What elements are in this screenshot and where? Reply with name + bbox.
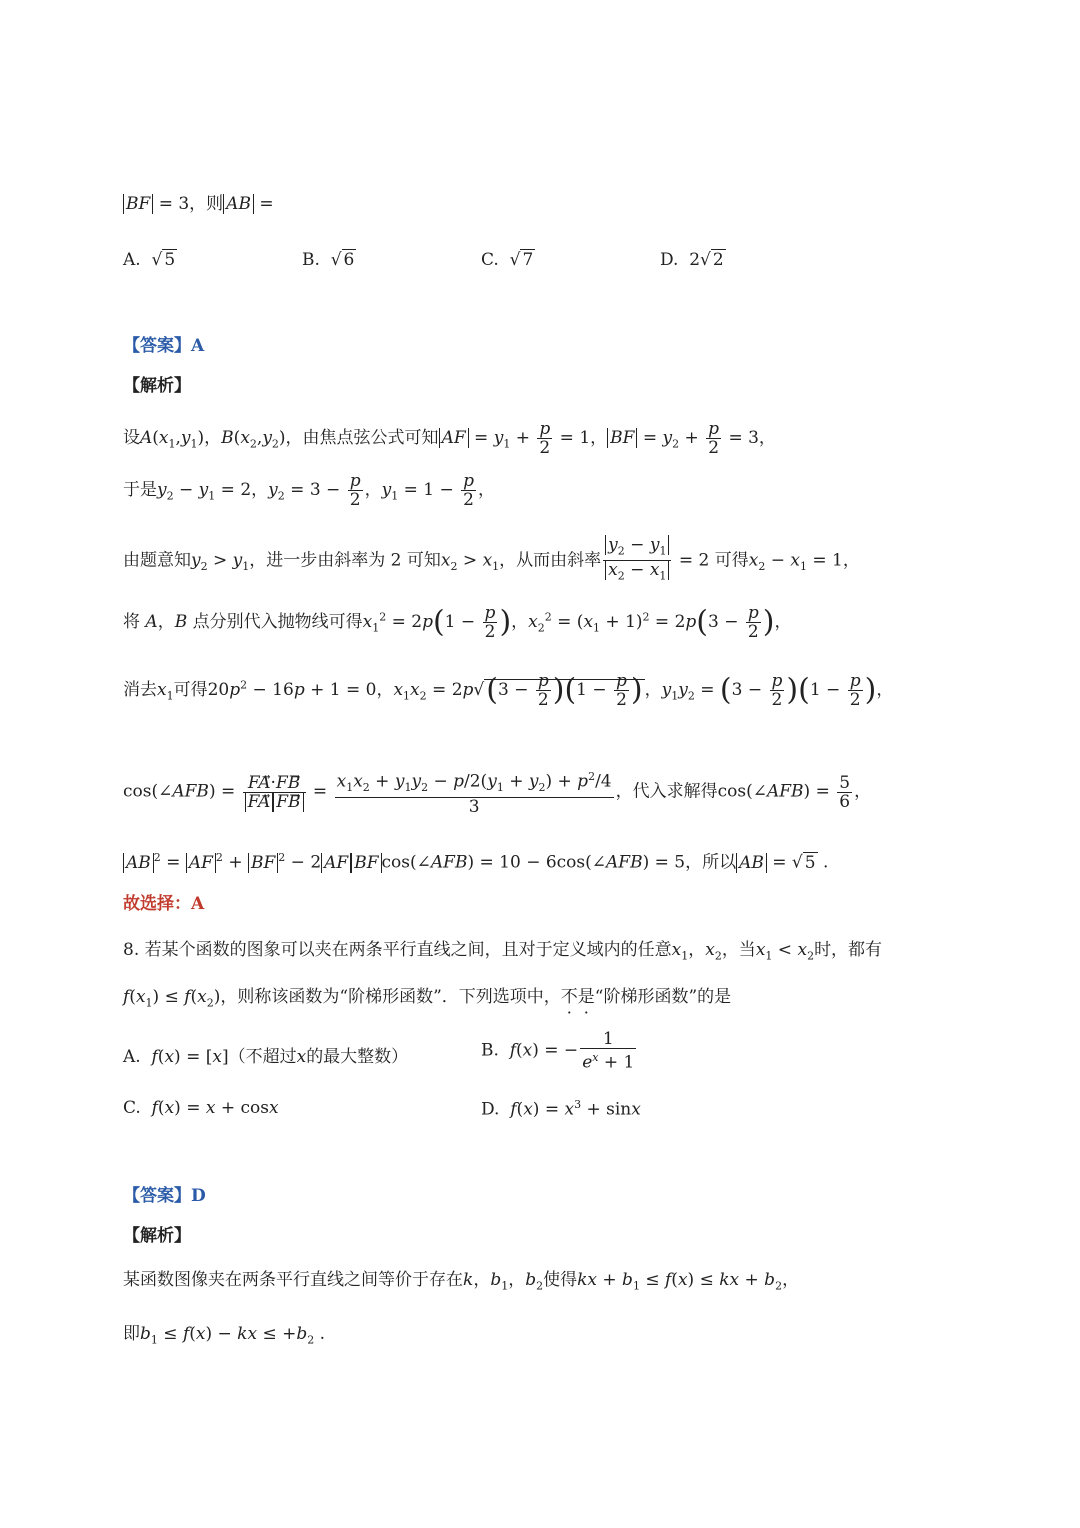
- problem8-option-a: A. f(x) = [x]（不超过x的最大整数）: [123, 1047, 409, 1067]
- problem7-step-6: cos(∠AFB) = $\frac{FA⃗\cdot FB}{\text{FA FB}}$ = $\frac{x_1x_2 + y_1y_2 - p/2(y_1 + y_2) + p^2/4}{3}$ ，代入求解得cos(∠AFB) = $\frac{5}{6}$ ，: [123, 770, 872, 818]
- problem7-option-a: A. √ 5: [123, 250, 176, 270]
- problem8-option-c: C. f(x) = x + cosx: [123, 1098, 279, 1118]
- problem8-option-d: D. $f(x) = x^3 + \sin x$: [481, 1098, 641, 1120]
- problem7-stem-tail: BF = 3，则 AB =: [123, 192, 274, 216]
- problem7-analysis-heading: 【解析】: [123, 376, 191, 396]
- problem7-step-1: 设$A(x_1,y_1)$，$B(x_2,y_2)$，由焦点弦公式可知 AF = $y_1$ + $\frac{p}{2}$ = 1， BF = $y_2$ + $\frac{p}{2}$ = 3，: [123, 419, 776, 458]
- problem7-step-7: AB $^2$ = AF $^2$ + BF $^2$ − 2 AF BF cos(∠AFB) = 10 − 6cos(∠AFB) = 5，所以 AB = √ 5 .: [123, 846, 828, 875]
- problem8-stem-line1: 8. 若某个函数的图象可以夹在两条平行直线之间，且对于定义域内的任意$x_1$，$x_2$，当$x_1 < x_2$时，都有: [123, 940, 883, 963]
- problem7-option-c: C. √ 7: [481, 250, 534, 270]
- problem7-option-b: B. √ 6: [302, 250, 355, 270]
- problem7-conclusion: 故选择：A: [123, 894, 205, 914]
- problem7-answer: 【答案】A: [123, 336, 205, 356]
- problem8-step-2: 即$b_1 \le f(x)$ − kx ≤ $+b_2$ .: [123, 1324, 326, 1347]
- problem7-step-2: 于是$y_2 - y_1 = 2$，$y_2 = 3$ − $\frac{p}{2}$ ，$y_1 = 1$ − $\frac{p}{2}$ ，: [123, 471, 495, 510]
- problem8-analysis-heading: 【解析】: [123, 1226, 191, 1246]
- problem7-option-d: D. 2√ 2: [660, 250, 724, 270]
- problem7-step-4: 将 A，B 点分别代入抛物线可得$x_1^2 = 2p(1$ − $\frac{p}{2}$ )，$x_2^2 = (x_1 + 1)^2 = 2p(3$ − $\frac{p}{2}$ )，: [123, 603, 792, 642]
- problem8-step-1: 某函数图像夹在两条平行直线之间等价于存在k，$b_1$，$b_2$使得kx + $b_1 \le f(x)$ ≤ kx + $b_2$，: [123, 1270, 800, 1293]
- problem8-stem-line2: $f(x_1) \le f(x_2)$，则称该函数为“阶梯形函数”．下列选项中，不是“阶梯形函数”的是: [123, 987, 732, 1010]
- problem7-step-3: 由题意知$y_2 > y_1$，进一步由斜率为 2 可知$x_2 > x_1$，从而由斜率 $\frac{y_2 - y_1}{x_2 - x_1}$ = 2 可得$x_2 - x_1 = 1$，: [123, 535, 860, 583]
- problem8-option-b: B. f(x) = − $\frac{1}{e^x + 1}$: [481, 1029, 635, 1073]
- problem8-answer: 【答案】D: [123, 1186, 206, 1206]
- problem7-step-5: 消去$x_1$可得$20p^2 - 16p + 1 = 0$，$x_1x_2 = 2p√(3$ − $\frac{p}{2}$ )(1 − $\frac{p}{2}$ ) ，$y_1y_2 = (3$ − $\frac{p}{2}$ )(1 − $\frac{p}{2}$ )，: [123, 671, 894, 710]
